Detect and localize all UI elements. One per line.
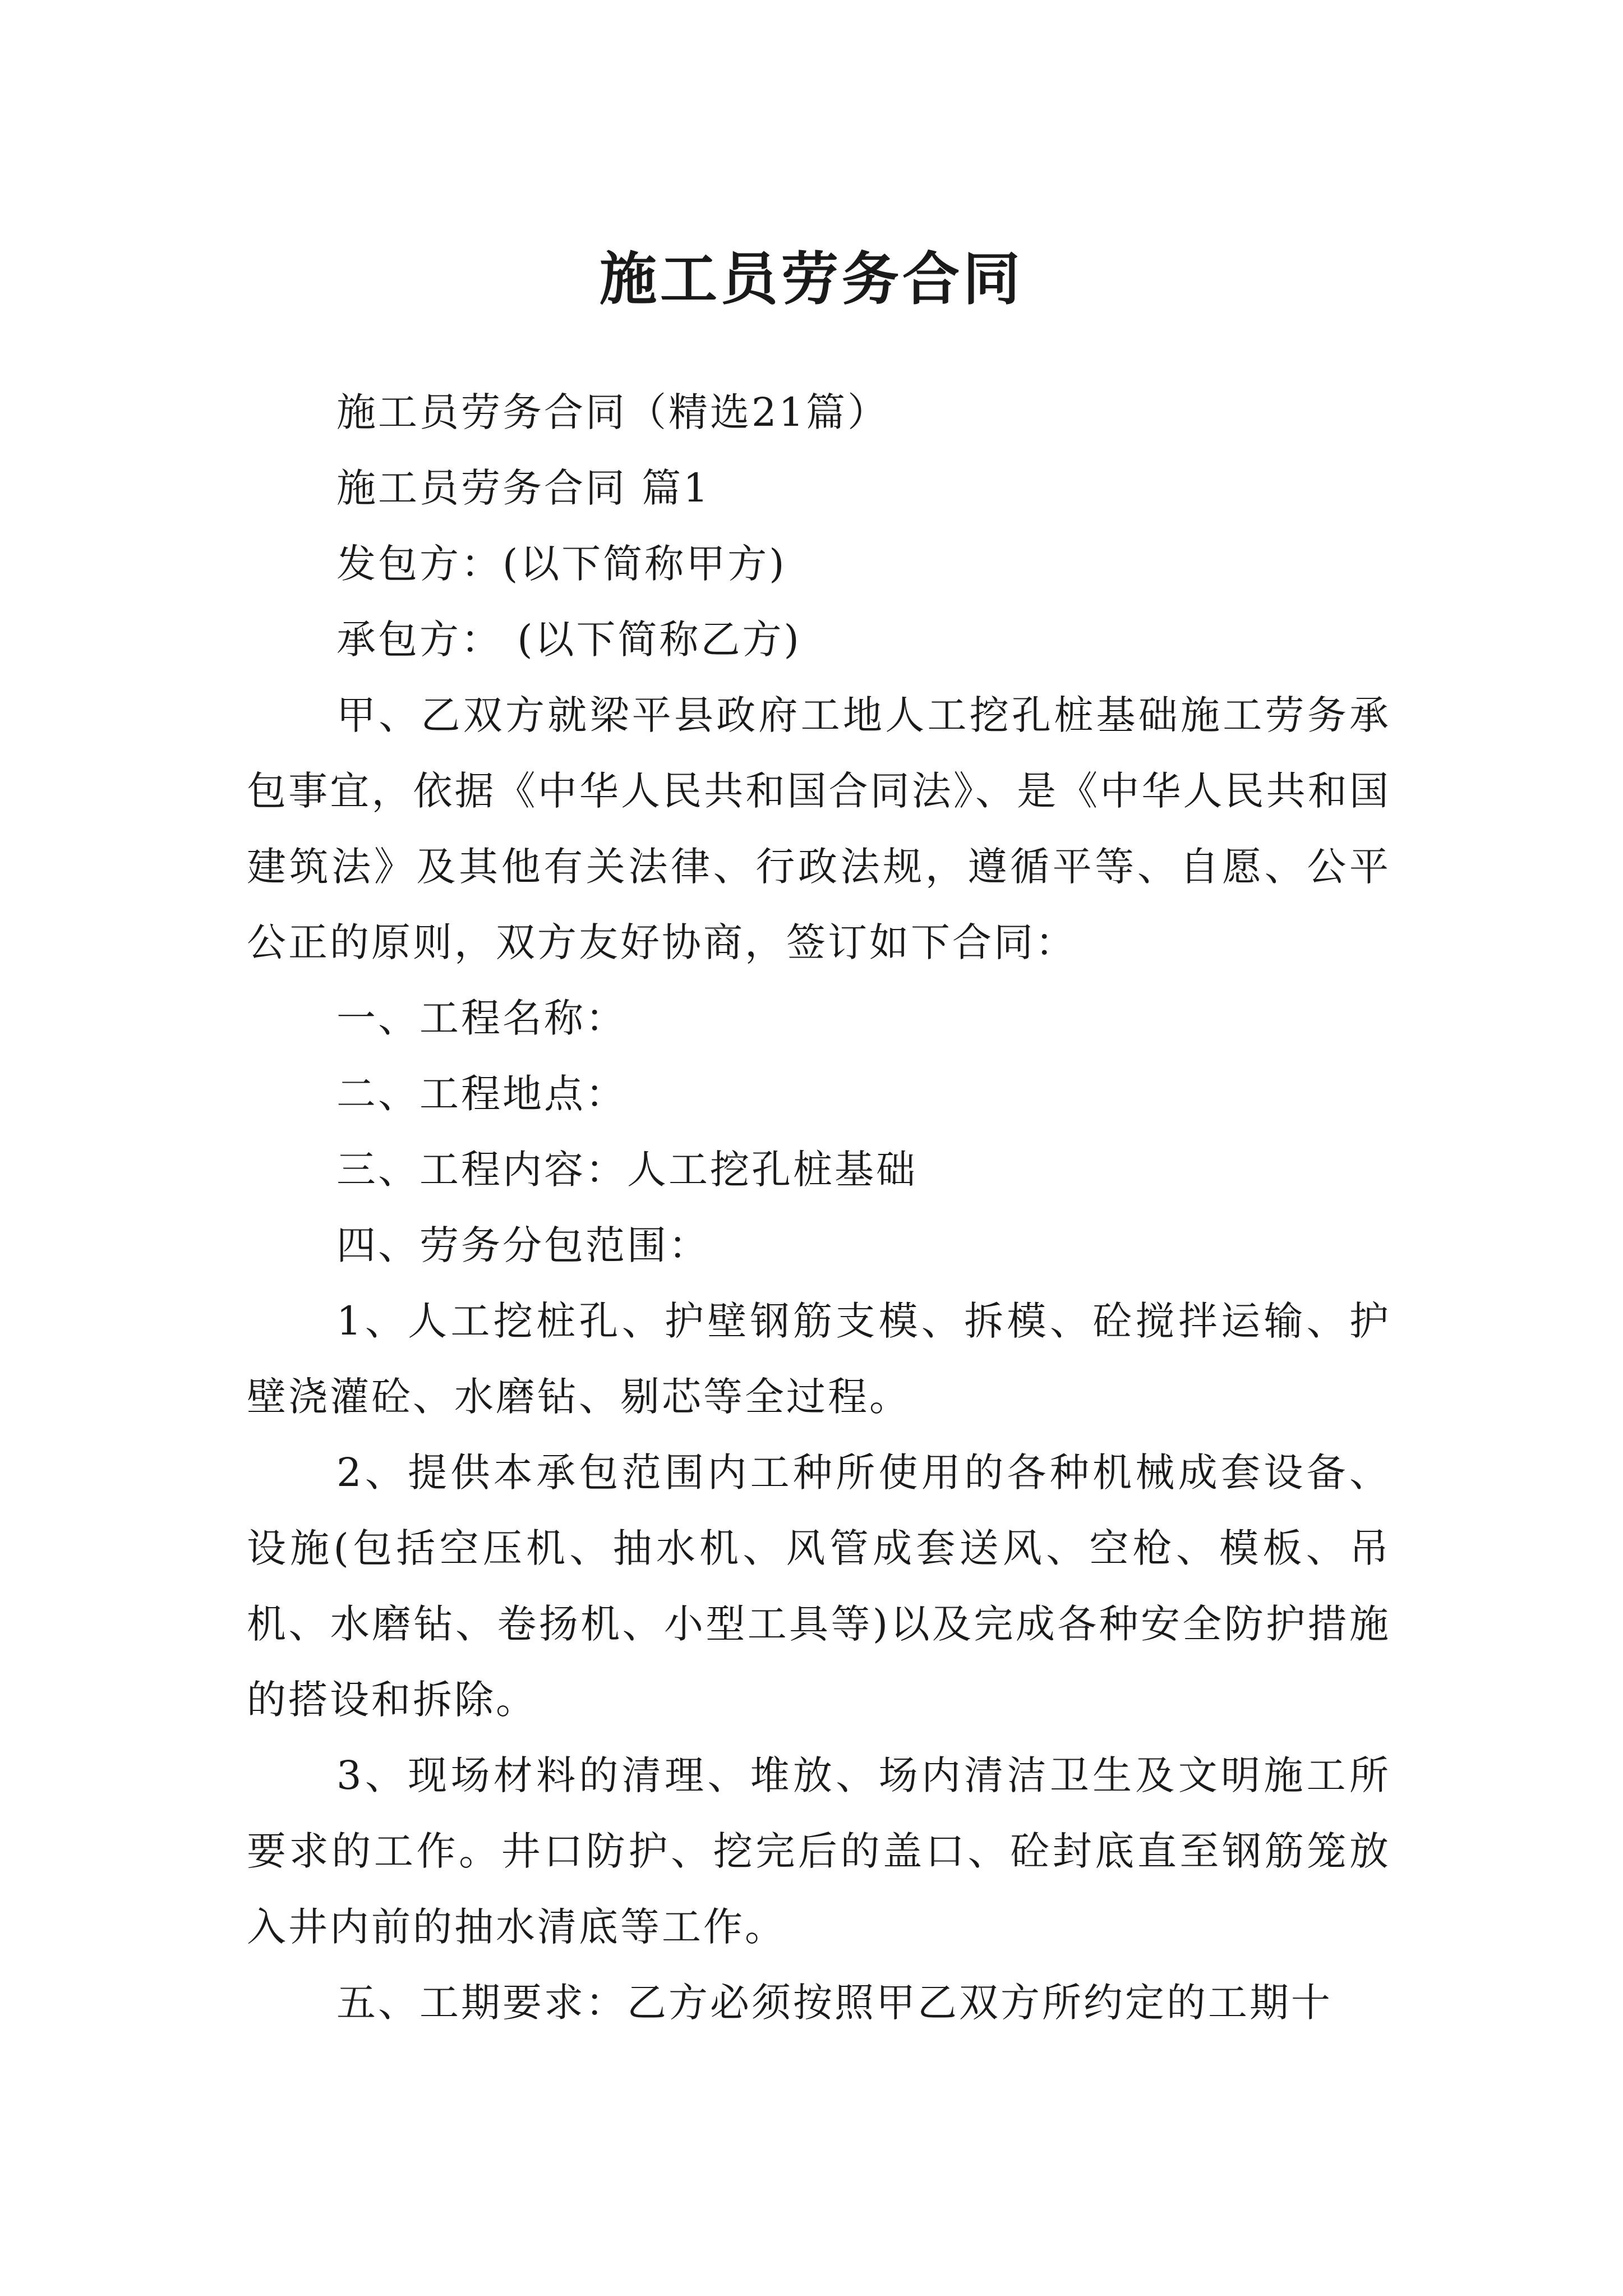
paragraph-project-content: 三、工程内容：人工挖孔桩基础 bbox=[336, 1147, 917, 1193]
paragraph-scope-item-1: 1、人工挖桩孔、护壁钢筋支模、拆模、砼搅拌运输、护壁浇灌砼、水磨钻、剔芯等全过程。 bbox=[247, 1298, 1391, 1420]
paragraph-project-name: 一、工程名称： bbox=[336, 995, 627, 1041]
paragraph-preamble: 甲、乙双方就梁平县政府工地人工挖孔桩基础施工劳务承包事宜，依据《中华人民共和国合同法》、是《中华人民共和国建筑法》及其他有关法律、行政法规，遵循平等、自愿、公平公正的原则，双方友好协商，签订如下合同： bbox=[247, 692, 1391, 965]
paragraph-party-b: 承包方： (以下简称乙方) bbox=[336, 616, 801, 662]
paragraph-project-location: 二、工程地点： bbox=[336, 1071, 627, 1117]
paragraph-party-a: 发包方：(以下简称甲方) bbox=[336, 541, 787, 587]
paragraph-scope-item-2: 2、提供本承包范围内工种所使用的各种机械成套设备、设施(包括空压机、抽水机、风管成套送风、空枪、模板、吊机、水磨钻、卷扬机、小型工具等)以及完成各种安全防护措施的搭设和拆除。 bbox=[247, 1450, 1391, 1723]
document-title: 施工员劳务合同 bbox=[600, 246, 1023, 314]
paragraph-subtitle: 施工员劳务合同（精选21篇） bbox=[336, 389, 889, 435]
document-body bbox=[247, 375, 1391, 2041]
paragraph-schedule: 五、工期要求：乙方必须按照甲乙双方所约定的工期十 bbox=[336, 1980, 1332, 2026]
paragraph-scope-heading: 四、劳务分包范围： bbox=[336, 1222, 710, 1268]
paragraph-section-heading: 施工员劳务合同 篇1 bbox=[336, 465, 711, 511]
paragraph-scope-item-3: 3、现场材料的清理、堆放、场内清洁卫生及文明施工所要求的工作。井口防护、挖完后的盖口、砼封底直至钢筋笼放入井内前的抽水清底等工作。 bbox=[247, 1752, 1391, 1950]
